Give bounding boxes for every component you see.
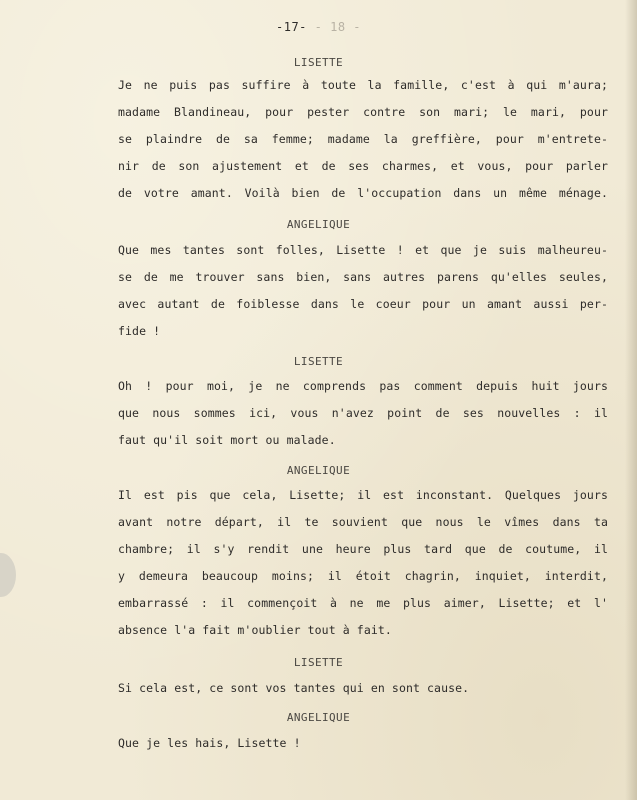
page-number-faint: - 18 - — [314, 20, 361, 34]
speech-block — [118, 482, 608, 644]
speaker-name: LISETTE — [293, 656, 344, 669]
speaker-name: LISETTE — [293, 355, 344, 368]
text-line: madame Blandineau, pour pester contre son mari; le mari, pour — [118, 105, 608, 119]
text-line: fide ! — [118, 324, 161, 338]
text-line: de votre amant. Voilà bien de l'occupation dans un même ménage. — [118, 186, 608, 200]
text-line: se de me trouver sans bien, sans autres parens qu'elles seules, — [118, 270, 608, 284]
text-line: Je ne puis pas suffire à toute la famille, c'est à qui m'aura; — [118, 78, 608, 92]
text-line: se plaindre de sa femme; madame la greffière, pour m'entrete- — [118, 132, 608, 146]
text-line: y demeura beaucoup moins; il étoit chagrin, inquiet, interdit, — [118, 569, 608, 583]
speech-block — [118, 237, 608, 345]
text-line: chambre; il s'y rendit une heure plus tard que de coutume, il — [118, 542, 608, 556]
text-line: avant notre départ, il te souvient que nous le vîmes dans ta — [118, 515, 608, 529]
speaker-name: ANGELIQUE — [286, 464, 351, 477]
punch-hole — [0, 553, 16, 597]
page-edge-shadow — [625, 0, 637, 800]
text-line: Si cela est, ce sont vos tantes qui en sont cause. — [118, 681, 470, 695]
text-line: nir de son ajustement et de ses charmes, et vous, pour parler — [118, 159, 608, 173]
speaker-name: ANGELIQUE — [286, 218, 351, 231]
text-line: Il est pis que cela, Lisette; il est inconstant. Quelques jours — [118, 488, 608, 502]
text-line: que nous sommes ici, vous n'avez point de ses nouvelles : il — [118, 406, 608, 420]
speech-block — [118, 730, 608, 757]
text-line: Oh ! pour moi, je ne comprends pas comment depuis huit jours — [118, 379, 608, 393]
page-number: -17- — [276, 20, 307, 34]
text-line: avec autant de foiblesse dans le coeur pour un amant aussi per- — [118, 297, 608, 311]
text-line: embarrassé : il commençoit à ne me plus aimer, Lisette; et l' — [118, 596, 608, 610]
speech-block — [118, 675, 608, 702]
speech-block — [118, 373, 608, 454]
speaker-name: LISETTE — [293, 56, 344, 69]
text-line: absence l'a fait m'oublier tout à fait. — [118, 623, 392, 637]
page-number-header — [0, 20, 637, 34]
text-line: Que mes tantes sont folles, Lisette ! et que je suis malheureu- — [118, 243, 608, 257]
text-line: faut qu'il soit mort ou malade. — [118, 433, 336, 447]
speaker-name: ANGELIQUE — [286, 711, 351, 724]
speech-block — [118, 72, 608, 207]
text-line: Que je les hais, Lisette ! — [118, 736, 301, 750]
